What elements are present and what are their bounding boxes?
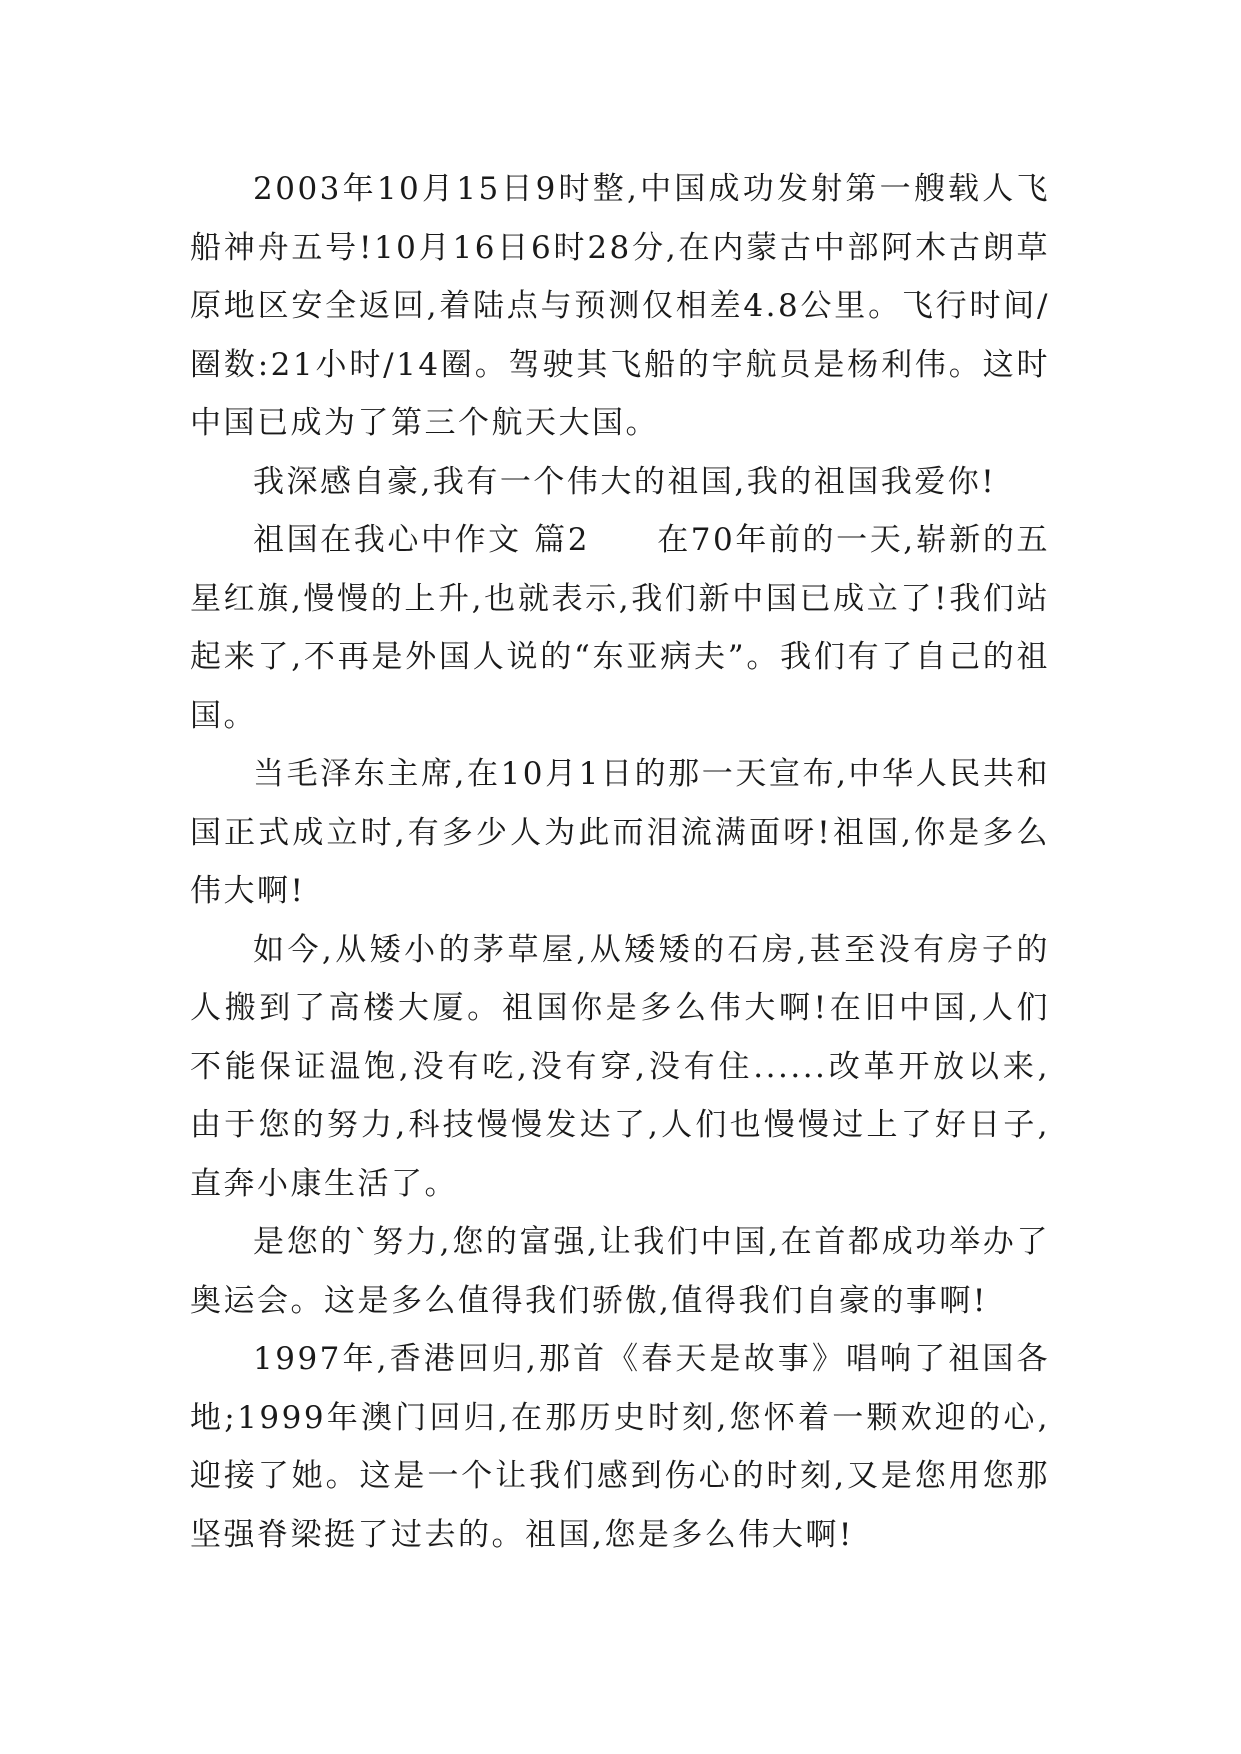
paragraph-development: 如今,从矮小的茅草屋,从矮矮的石房,甚至没有房子的人搬到了高楼大厦。祖国你是多么伟大啊!在旧中国,人们不能保证温饱,没有吃,没有穿,没有住......改革开放以来,由于您的努力,科技慢慢发达了,人们也慢慢过上了好日子,直奔小康生活了。 (190, 931, 1050, 1202)
paragraph-olympics: 是您的`努力,您的富强,让我们中国,在首都成功举办了奥运会。这是多么值得我们骄傲,值得我们自豪的事啊! (190, 1224, 1050, 1319)
paragraph-founding: 当毛泽东主席,在10月1日的那一天宣布,中华人民共和国正式成立时,有多少人为此而泪流满面呀!祖国,你是多么伟大啊! (190, 756, 1050, 909)
paragraph-pride: 我深感自豪,我有一个伟大的祖国,我的祖国我爱你! (253, 463, 997, 500)
paragraph-shenzhou: 2003年10月15日9时整,中国成功发射第一艘载人飞船神舟五号!10月16日6时28分,在内蒙古中部阿木古朗草原地区安全返回,着陆点与预测仅相差4.8公里。飞行时间/圈数:21小时/14圈。驾驶其飞船的宇航员是杨利伟。这时中国已成为了第三个航天大国。 (190, 171, 1050, 441)
body-text (190, 160, 1050, 1564)
paragraph-essay-2-start: 祖国在我心中作文 篇2 在70年前的一天,崭新的五星红旗,慢慢的上升,也就表示,我们新中国已成立了!我们站起来了,不再是外国人说的“东亚病夫”。我们有了自己的祖国。 (190, 522, 1050, 734)
paragraph-handover: 1997年,香港回归,那首《春天是故事》唱响了祖国各地;1999年澳门回归,在那历史时刻,您怀着一颗欢迎的心,迎接了她。这是一个让我们感到伤心的时刻,又是您用您那坚强脊梁挺了过去的。祖国,您是多么伟大啊! (190, 1341, 1050, 1553)
